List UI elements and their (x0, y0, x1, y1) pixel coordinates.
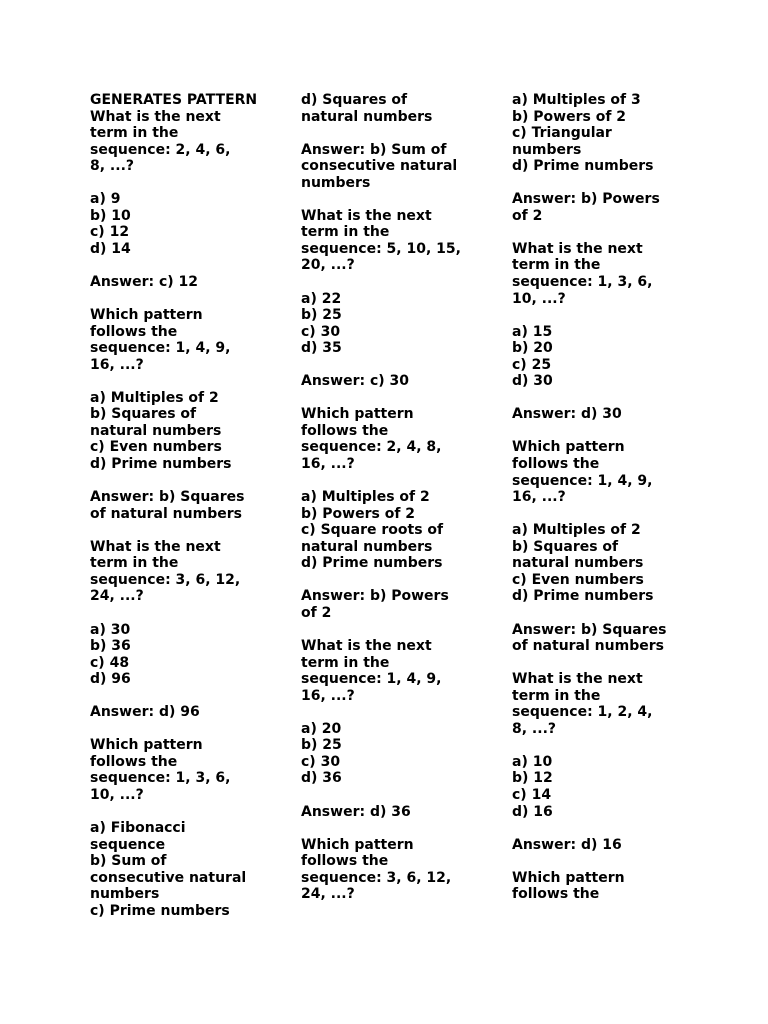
text-line: term in the (301, 224, 390, 241)
text-line: follows the (512, 886, 600, 903)
text-line: b) Squares of (512, 538, 619, 555)
blank-line (301, 191, 481, 208)
text-line: Which pattern (90, 737, 203, 754)
blank-line (512, 224, 687, 241)
text-line: sequence: 1, 2, 4, (512, 704, 653, 721)
blank-line (90, 688, 270, 705)
text-line: Answer: c) 12 (90, 274, 198, 291)
text-line: sequence: 5, 10, 15, (301, 240, 461, 257)
text-line: c) 12 (90, 224, 130, 241)
text-line: b) 25 (301, 737, 342, 754)
text-line: Answer: b) Powers (512, 191, 660, 208)
text-line: b) Squares of (90, 406, 197, 423)
text-line: a) 9 (90, 191, 121, 208)
text-line: a) 15 (512, 323, 553, 340)
text-line: What is the next (90, 108, 221, 125)
blank-line (301, 622, 481, 639)
blank-line (90, 175, 270, 192)
text-line: 8, ...? (90, 158, 135, 175)
text-line: d) 30 (512, 373, 553, 390)
text-line: d) 36 (301, 770, 342, 787)
text-line: of 2 (512, 207, 543, 224)
text-line: Answer: b) Squares (512, 621, 667, 638)
blank-line (301, 390, 481, 407)
text-line: GENERATES PATTERN (90, 92, 258, 108)
text-line: d) Squares of (301, 92, 408, 108)
text-line: b) Powers of 2 (301, 505, 416, 522)
text-line: b) 20 (512, 340, 553, 357)
text-line: c) 30 (301, 753, 341, 770)
blank-line (512, 853, 687, 870)
blank-line (301, 473, 481, 490)
text-line: natural numbers (301, 108, 433, 125)
text-line: Answer: b) Squares (90, 489, 245, 506)
text-line: consecutive natural (301, 158, 458, 175)
text-line: a) Fibonacci (90, 820, 186, 837)
text-line: numbers (301, 174, 371, 191)
text-line: sequence: 1, 3, 6, (512, 274, 653, 291)
text-line: b) 12 (512, 770, 553, 787)
text-line: follows the (301, 422, 389, 439)
blank-line (90, 373, 270, 390)
text-line: follows the (90, 323, 178, 340)
blank-line (90, 473, 270, 490)
text-line: c) Triangular (512, 125, 612, 142)
blank-line (512, 737, 687, 754)
text-line: sequence: 2, 4, 6, (90, 141, 231, 158)
text-line: Answer: d) 30 (512, 406, 622, 423)
text-line: b) Sum of (90, 853, 167, 870)
blank-line (512, 655, 687, 672)
text-line: d) 96 (90, 671, 131, 688)
blank-line (512, 506, 687, 523)
text-line: sequence: 3, 6, 12, (90, 571, 241, 588)
text-line: a) 30 (90, 621, 131, 638)
text-line: d) Prime numbers (301, 555, 443, 572)
text-line: 10, ...? (512, 290, 566, 307)
text-line: a) 20 (301, 720, 342, 737)
text-line: Which pattern (90, 307, 203, 324)
text-line: Answer: d) 16 (512, 836, 622, 853)
text-line: d) Prime numbers (512, 158, 654, 175)
text-line: Answer: d) 36 (301, 803, 411, 820)
blank-line (301, 572, 481, 589)
blank-line (301, 820, 481, 837)
text-line: sequence: 3, 6, 12, (301, 869, 452, 886)
text-line: c) Even numbers (512, 571, 644, 588)
text-line: sequence (90, 836, 166, 853)
text-line: Answer: d) 96 (90, 704, 200, 721)
text-line: consecutive natural (90, 869, 247, 886)
blank-line (90, 522, 270, 539)
blank-line (301, 787, 481, 804)
text-line: term in the (301, 654, 390, 671)
text-line: sequence: 1, 4, 9, (512, 472, 653, 489)
text-line: a) Multiples of 3 (512, 92, 641, 108)
text-line: c) 14 (512, 786, 552, 803)
blank-line (90, 721, 270, 738)
text-line: d) Prime numbers (512, 588, 654, 605)
text-line: c) Square roots of (301, 522, 444, 539)
text-line: Answer: c) 30 (301, 373, 409, 390)
text-column-2 (301, 92, 481, 903)
text-column-1 (90, 92, 270, 919)
text-line: 10, ...? (90, 786, 144, 803)
text-line: d) Prime numbers (90, 456, 232, 473)
text-line: Answer: b) Sum of (301, 141, 447, 158)
text-line: of natural numbers (90, 505, 242, 522)
blank-line (512, 605, 687, 622)
text-line: b) 10 (90, 207, 131, 224)
blank-line (90, 804, 270, 821)
text-line: follows the (512, 456, 600, 473)
blank-line (301, 357, 481, 374)
text-line: term in the (512, 257, 601, 274)
text-line: What is the next (301, 638, 432, 655)
text-line: b) 36 (90, 638, 131, 655)
text-line: a) 22 (301, 290, 342, 307)
text-line: 16, ...? (512, 489, 566, 506)
text-line: natural numbers (301, 538, 433, 555)
text-line: c) 25 (512, 356, 552, 373)
text-line: Which pattern (512, 869, 625, 886)
text-line: sequence: 2, 4, 8, (301, 439, 442, 456)
text-line: sequence: 1, 4, 9, (301, 671, 442, 688)
blank-line (90, 257, 270, 274)
blank-line (301, 274, 481, 291)
text-line: 16, ...? (301, 456, 355, 473)
text-line: What is the next (301, 207, 432, 224)
text-line: numbers (90, 886, 160, 903)
text-line: What is the next (512, 671, 643, 688)
text-line: 24, ...? (301, 886, 355, 903)
blank-line (90, 605, 270, 622)
text-line: 16, ...? (90, 356, 144, 373)
text-line: d) 35 (301, 340, 342, 357)
text-line: What is the next (512, 240, 643, 257)
blank-line (90, 291, 270, 308)
text-line: follows the (90, 753, 178, 770)
blank-line (512, 423, 687, 440)
text-line: sequence: 1, 4, 9, (90, 340, 231, 357)
text-line: a) Multiples of 2 (512, 522, 641, 539)
text-line: follows the (301, 853, 389, 870)
text-line: natural numbers (90, 422, 222, 439)
text-line: Which pattern (301, 836, 414, 853)
blank-line (301, 704, 481, 721)
text-line: sequence: 1, 3, 6, (90, 770, 231, 787)
text-line: c) 48 (90, 654, 130, 671)
text-line: 20, ...? (301, 257, 355, 274)
text-line: a) Multiples of 2 (301, 489, 430, 506)
text-line: natural numbers (512, 555, 644, 572)
text-line: b) 25 (301, 307, 342, 324)
blank-line (512, 820, 687, 837)
text-line: term in the (90, 555, 179, 572)
text-line: a) Multiples of 2 (90, 389, 219, 406)
text-line: of natural numbers (512, 638, 664, 655)
text-line: c) Even numbers (90, 439, 222, 456)
text-line: Which pattern (301, 406, 414, 423)
text-column-3 (512, 92, 687, 903)
blank-line (512, 307, 687, 324)
text-line: c) Prime numbers (90, 902, 230, 919)
text-line: a) 10 (512, 753, 553, 770)
text-line: 16, ...? (301, 687, 355, 704)
text-line: term in the (512, 687, 601, 704)
blank-line (301, 125, 481, 142)
text-line: Answer: b) Powers (301, 588, 449, 605)
blank-line (512, 175, 687, 192)
text-line: What is the next (90, 538, 221, 555)
text-line: of 2 (301, 604, 332, 621)
text-line: b) Powers of 2 (512, 108, 627, 125)
text-line: d) 14 (90, 240, 131, 257)
text-line: Which pattern (512, 439, 625, 456)
text-line: 24, ...? (90, 588, 144, 605)
text-line: numbers (512, 141, 582, 158)
blank-line (512, 390, 687, 407)
text-line: 8, ...? (512, 720, 557, 737)
text-line: c) 30 (301, 323, 341, 340)
text-line: d) 16 (512, 803, 553, 820)
text-line: term in the (90, 125, 179, 142)
